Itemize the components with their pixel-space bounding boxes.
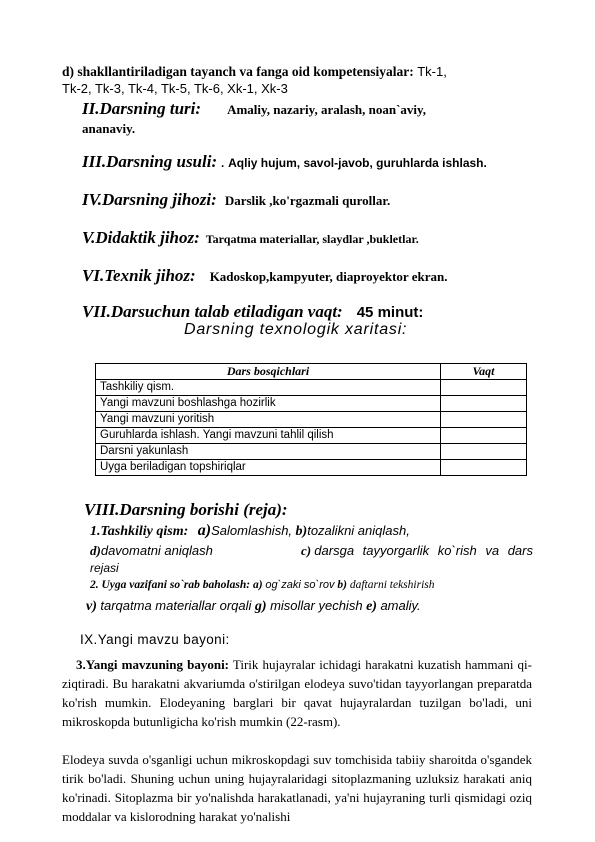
section-technical	[82, 266, 447, 286]
plan-heading: VIII.Darsning borishi (reja):	[84, 500, 288, 519]
equipment-heading: IV.Darsning jihozi:	[82, 190, 217, 209]
method-value: Aqliy hujum, savol-javob, guruhlarda ishlash.	[228, 156, 487, 170]
table-row	[96, 396, 527, 412]
step1-a-text: Salomlashish,	[211, 523, 293, 538]
stage-cell: Tashkiliy qism.	[96, 380, 441, 396]
time-cell	[441, 412, 527, 428]
table-row	[96, 444, 527, 460]
section-method	[82, 152, 487, 172]
map-title: Darsning texnologik xaritasi:	[184, 321, 408, 338]
type-heading: II.Darsning turi:	[82, 99, 202, 118]
step2-a-text: og`zaki so`rov	[265, 579, 335, 591]
type-value-cont: ananaviy.	[82, 121, 136, 136]
table-row	[96, 412, 527, 428]
body-paragraph-2: Elodeya suvda o'sganligi uchun mikroskopdagi suv tomchisida tabiiy sharoitda o'sgandek tirik bo'ladi. Shuning uchun uning hujayralaridagi sitoplazmaning uzluksiz harakati aniq ko'rinadi. Sitoplazma bir yo'nalishda harakatlanadi, ya'ni hujayraning turli qismidagi oziq moddalar va kislorodning harakat yo'nalishi	[62, 752, 532, 824]
step1-c-marker: c)	[300, 543, 312, 558]
table-row	[96, 460, 527, 476]
plan-step2	[90, 579, 434, 591]
time-cell	[441, 460, 527, 476]
time-cell	[441, 428, 527, 444]
table-row	[96, 428, 527, 444]
stage-cell: Guruhlarda ishlash. Yangi mavzuni tahlil qilish	[96, 428, 441, 444]
column-header-stages: Dars bosqichlari	[96, 364, 441, 380]
competence-line	[62, 64, 447, 80]
step1-d-text: davomatni aniqlash	[100, 543, 213, 558]
lesson-stages-table	[95, 363, 527, 476]
step1-a-marker: a)	[197, 522, 212, 539]
stage-cell: Uyga beriladigan topshiriqlar	[96, 460, 441, 476]
time-cell	[441, 396, 527, 412]
type-value: Amaliy, nazariy, aralash, noan`aviy,	[227, 102, 427, 117]
p1-lead: 3.Yangi mavzuning bayoni:	[76, 657, 230, 672]
step3-e-marker: e)	[366, 599, 377, 614]
time-cell	[441, 444, 527, 460]
body-paragraph-1	[62, 655, 532, 731]
section-time	[82, 302, 423, 322]
step3-g-marker: g)	[254, 599, 267, 614]
stage-cell: Darsni yakunlash	[96, 444, 441, 460]
step3-e-text: amaliy.	[380, 598, 421, 613]
method-prefix: .	[221, 156, 225, 170]
step3-g-text: misollar yechish	[270, 598, 363, 613]
step1-d-marker: d)	[90, 543, 101, 558]
step2-a-marker: a)	[252, 579, 263, 591]
plan-step3	[86, 598, 421, 615]
step1-c-text: darsga tayyorgarlik ko`rish va dars	[314, 543, 533, 558]
step1-label: 1.Tashkiliy qism:	[90, 524, 189, 539]
step1-b-text: tozalikni aniqlash,	[307, 523, 410, 538]
section-didactic	[82, 228, 419, 248]
column-header-time: Vaqt	[441, 364, 527, 380]
p1-text: Tirik hujayralar ichidagi harakatni kuzatish hammani qi- ziqtiradi. Bu harakatni akvariumda o'stirilgan elodeya suvo'tidan tayyorlangan preparatda ko'rish mumkin. Elodeyaning barglari bir qavat hujayralardan tuzilgan bo'ladi, uni mikroskopda butunligicha ko'rish mumkin (22-rasm).	[62, 657, 532, 729]
didactic-value: Tarqatma materiallar, slaydlar ,bukletlar.	[205, 232, 419, 246]
step1-tail: rejasi	[90, 561, 119, 575]
ix-heading: IX.Yangi mavzu bayoni:	[80, 632, 230, 647]
section-type	[82, 99, 426, 119]
step1-b-marker: b)	[295, 524, 308, 539]
competence-codes: Tk-1,	[417, 64, 447, 79]
table-row	[96, 380, 527, 396]
stage-cell: Yangi mavzuni yoritish	[96, 412, 441, 428]
time-value: 45 minut:	[356, 304, 424, 321]
step2-label: 2. Uyga vazifani so`rab baholash:	[90, 579, 251, 591]
technical-value: Kadoskop,kampyuter, diaproyektor ekran.	[209, 269, 448, 284]
competence-codes-cont: Tk-2, Tk-3, Tk-4, Tk-5, Tk-6, Xk-1, Xk-3	[62, 81, 288, 96]
competence-label: d) shakllantiriladigan tayanch va fanga oid kompetensiyalar:	[62, 64, 414, 79]
time-heading: VII.Darsuchun talab etiladigan vaqt:	[82, 302, 343, 321]
equipment-value: Darslik ,ko'rgazmali qurollar.	[224, 193, 391, 208]
step3-v-marker: v)	[86, 599, 97, 614]
time-cell	[441, 380, 527, 396]
plan-step1-line2	[90, 543, 533, 559]
table-header-row	[96, 364, 527, 380]
method-heading: III.Darsning usuli:	[82, 152, 218, 171]
technical-heading: VI.Texnik jihoz:	[82, 266, 196, 285]
step2-b-marker: b)	[337, 579, 347, 591]
section-equipment	[82, 190, 390, 210]
didactic-heading: V.Didaktik jihoz:	[82, 228, 200, 247]
step2-b-text: daftarni tekshirish	[349, 579, 435, 591]
step3-v-text: tarqatma materiallar orqali	[100, 598, 252, 613]
plan-step1-line1	[90, 522, 410, 540]
stage-cell: Yangi mavzuni boshlashga hozirlik	[96, 396, 441, 412]
